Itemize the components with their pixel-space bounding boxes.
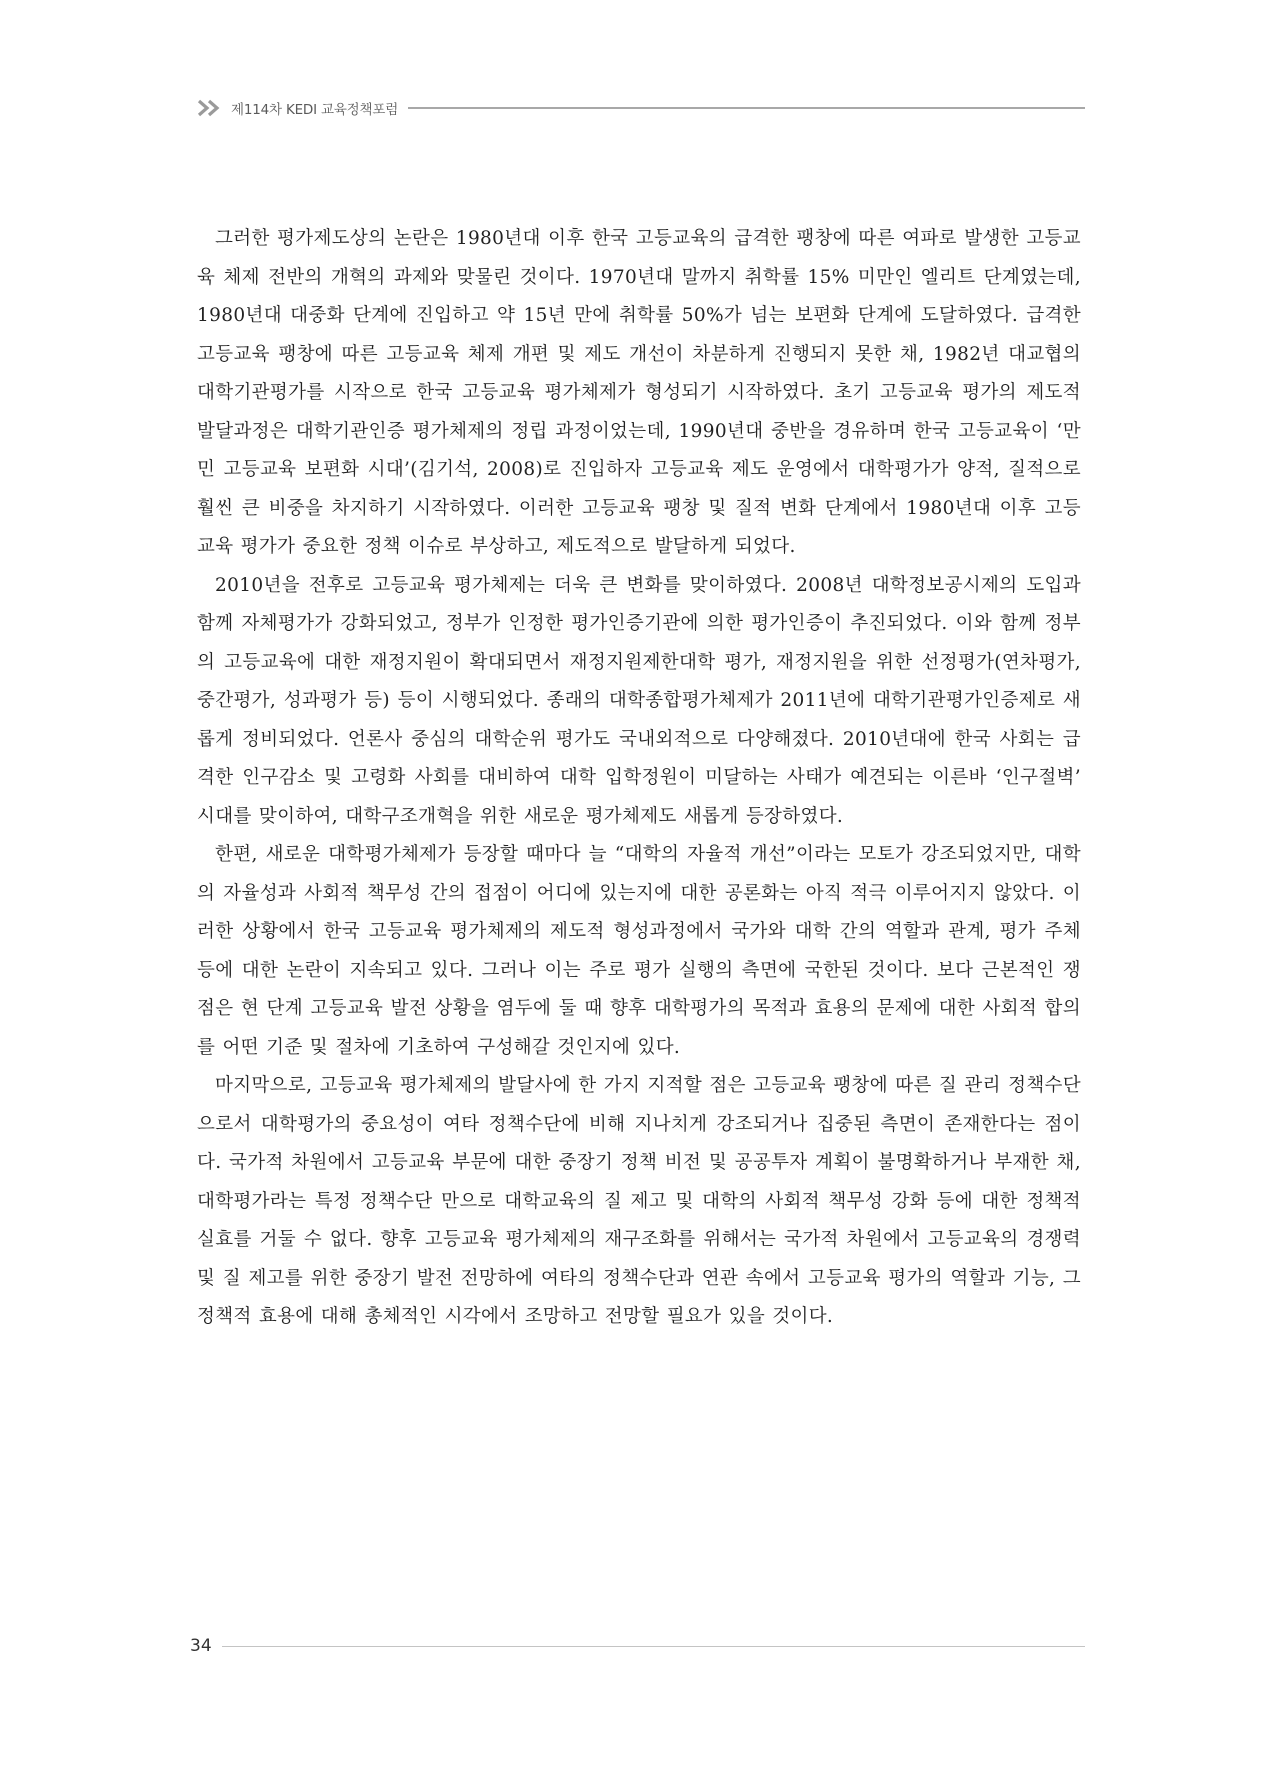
double-chevron-icon [197,98,223,118]
running-header [197,96,1085,120]
header-title: 제114차 KEDI 교육정책포럼 [231,102,399,118]
footer-rule [222,1646,1085,1647]
header-rule [408,107,1085,109]
paragraph-3: 한편, 새로운 대학평가체제가 등장할 때마다 늘 “대학의 자율적 개선”이라는 모토가 강조되었지만, 대학의 자율성과 사회적 책무성 간의 접점이 어디에 있는지에 대한 공론화는 아직 적극 이루어지지 않았다. 이러한 상황에서 한국 고등교육 평가체제의 제도적 형성과정에서 국가와 대학 간의 역할과 관계, 평가 주체 등에 대한 논란이 지속되고 있다. 그러나 이는 주로 평가 실행의 측면에 국한된 것이다. 보다 근본적인 쟁점은 현 단계 고등교육 발전 상황을 염두에 둘 때 향후 대학평가의 목적과 효용의 문제에 대한 사회적 합의를 어떤 기준 및 절차에 기초하여 구성해갈 것인지에 있다. [197,844,1081,1058]
paragraph-1: 그러한 평가제도상의 논란은 1980년대 이후 한국 고등교육의 급격한 팽창에 따른 여파로 발생한 고등교육 체제 전반의 개혁의 과제와 맞물린 것이다. 1970년대 말까지 취학률 15% 미만인 엘리트 단계였는데, 1980년대 대중화 단계에 진입하고 약 15년 만에 취학률 50%가 넘는 보편화 단계에 도달하였다. 급격한 고등교육 팽창에 따른 고등교육 체제 개편 및 제도 개선이 차분하게 진행되지 못한 채, 1982년 대교협의 대학기관평가를 시작으로 한국 고등교육 평가체제가 형성되기 시작하였다. 초기 고등교육 평가의 제도적 발달과정은 대학기관인증 평가체제의 정립 과정이었는데, 1990년대 중반을 경유하며 한국 고등교육이 ‘만민 고등교육 보편화 시대’(김기석, 2008)로 진입하자 고등교육 제도 운영에서 대학평가가 양적, 질적으로 훨씬 큰 비중을 차지하기 시작하였다. 이러한 고등교육 팽창 및 질적 변화 단계에서 1980년대 이후 고등교육 평가가 중요한 정책 이슈로 부상하고, 제도적으로 발달하게 되었다. [197,228,1081,557]
body-text [197,220,1081,1337]
page-footer [190,1634,1085,1658]
paragraph-2: 2010년을 전후로 고등교육 평가체제는 더욱 큰 변화를 맞이하였다. 2008년 대학정보공시제의 도입과 함께 자체평가가 강화되었고, 정부가 인정한 평가인증기관에 의한 평가인증이 추진되었다. 이와 함께 정부의 고등교육에 대한 재정지원이 확대되면서 재정지원제한대학 평가, 재정지원을 위한 선정평가(연차평가, 중간평가, 성과평가 등) 등이 시행되었다. 종래의 대학종합평가체제가 2011년에 대학기관평가인증제로 새롭게 정비되었다. 언론사 중심의 대학순위 평가도 국내외적으로 다양해졌다. 2010년대에 한국 사회는 급격한 인구감소 및 고령화 사회를 대비하여 대학 입학정원이 미달하는 사태가 예견되는 이른바 ‘인구절벽’ 시대를 맞이하여, 대학구조개혁을 위한 새로운 평가체제도 새롭게 등장하였다. [197,574,1081,827]
paragraph-4: 마지막으로, 고등교육 평가체제의 발달사에 한 가지 지적할 점은 고등교육 팽창에 따른 질 관리 정책수단으로서 대학평가의 중요성이 여타 정책수단에 비해 지나치게 강조되거나 집중된 측면이 존재한다는 점이다. 국가적 차원에서 고등교육 부문에 대한 중장기 정책 비전 및 공공투자 계획이 불명확하거나 부재한 채, 대학평가라는 특정 정책수단 만으로 대학교육의 질 제고 및 대학의 사회적 책무성 강화 등에 대한 정책적 실효를 거둘 수 없다. 향후 고등교육 평가체제의 재구조화를 위해서는 국가적 차원에서 고등교육의 경쟁력 및 질 제고를 위한 중장기 발전 전망하에 여타의 정책수단과 연관 속에서 고등교육 평가의 역할과 기능, 그 정책적 효용에 대해 총체적인 시각에서 조망하고 전망할 필요가 있을 것이다. [197,1075,1081,1327]
page-number: 34 [190,1636,212,1656]
